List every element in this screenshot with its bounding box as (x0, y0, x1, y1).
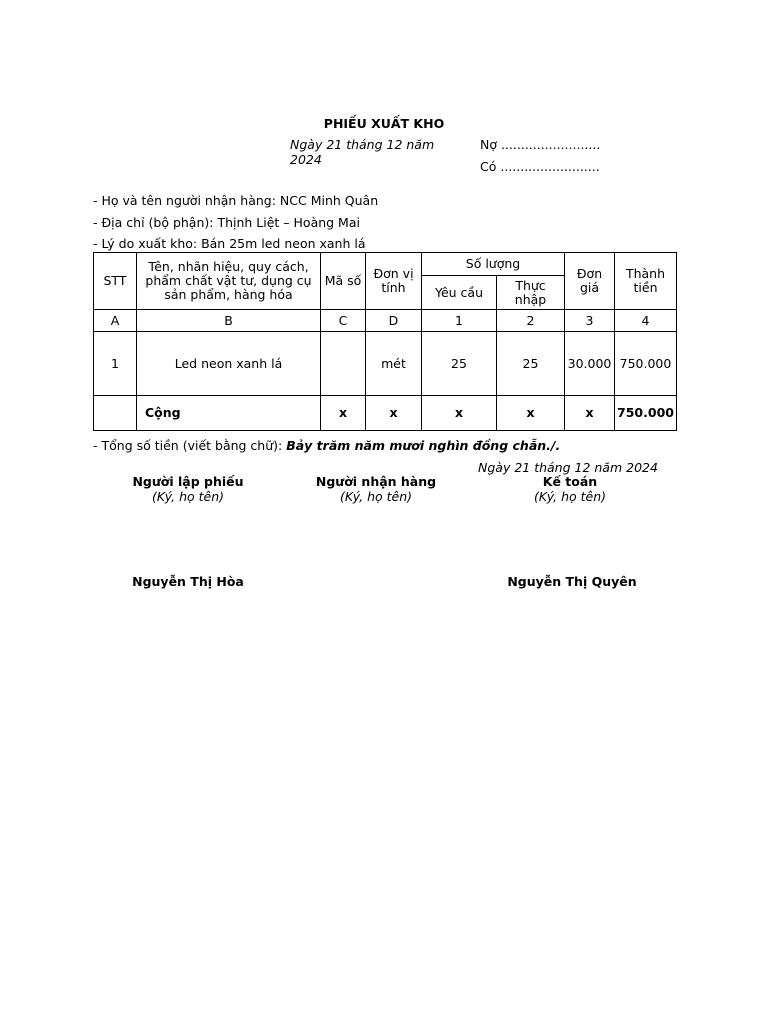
header-price: Đơn giá (565, 253, 615, 310)
signer-receiver-role: Người nhận hàng (315, 474, 437, 489)
header-actual: Thực nhập (497, 276, 565, 310)
row-actual: 25 (497, 332, 565, 396)
header-amount: Thành tiền (615, 253, 677, 310)
header-unit: Đơn vị tính (366, 253, 422, 310)
total-label: Cộng (137, 396, 321, 431)
header-requested: Yêu cầu (422, 276, 497, 310)
total-actual: x (497, 396, 565, 431)
index-cell: 2 (497, 310, 565, 332)
index-cell: B (137, 310, 321, 332)
document-date: Ngày 21 tháng 12 năm 2024 (290, 137, 435, 167)
row-requested: 25 (422, 332, 497, 396)
index-row (94, 310, 677, 332)
receiver-line: - Họ và tên người nhận hàng: NCC Minh Quân (93, 193, 379, 208)
header-stt: STT (94, 253, 137, 310)
total-code: x (321, 396, 366, 431)
goods-table (93, 252, 677, 431)
header-name: Tên, nhãn hiệu, quy cách, phẩm chất vật tư, dụng cụ sản phẩm, hàng hóa (137, 253, 321, 310)
total-stt (94, 396, 137, 431)
signer-accountant-name: Nguyễn Thị Quyên (507, 574, 637, 589)
reason-line: - Lý do xuất kho: Bán 25m led neon xanh lá (93, 236, 366, 251)
debit-account: Nợ ......................... (480, 137, 601, 152)
signer-accountant-role: Kế toán (542, 474, 598, 489)
total-row (94, 396, 677, 431)
header-row-1 (94, 253, 677, 276)
signer-creator-note: (Ký, họ tên) (151, 489, 225, 504)
page-title: PHIẾU XUẤT KHO (323, 116, 445, 131)
address-line: - Địa chỉ (bộ phận): Thịnh Liệt – Hoàng Mai (93, 215, 360, 230)
amount-in-words-value: Bảy trăm năm mươi nghìn đồng chẵn./. (286, 438, 561, 453)
row-unit: mét (366, 332, 422, 396)
index-cell: 3 (565, 310, 615, 332)
total-amount: 750.000 (615, 396, 677, 431)
index-cell: 1 (422, 310, 497, 332)
credit-account: Có ......................... (480, 159, 600, 174)
header-code: Mã số (321, 253, 366, 310)
total-price: x (565, 396, 615, 431)
index-cell: A (94, 310, 137, 332)
sign-date: Ngày 21 tháng 12 năm 2024 (478, 460, 658, 475)
amount-in-words (93, 438, 560, 453)
header-quantity: Số lượng (422, 253, 565, 276)
total-requested: x (422, 396, 497, 431)
signer-receiver-note: (Ký, họ tên) (339, 489, 413, 504)
amount-in-words-label: - Tổng số tiền (viết bằng chữ): (93, 438, 283, 453)
index-cell: C (321, 310, 366, 332)
row-name: Led neon xanh lá (137, 332, 321, 396)
row-stt: 1 (94, 332, 137, 396)
signer-creator-role: Người lập phiếu (132, 474, 244, 489)
row-code (321, 332, 366, 396)
index-cell: D (366, 310, 422, 332)
row-price: 30.000 (565, 332, 615, 396)
table-row (94, 332, 677, 396)
signer-creator-name: Nguyễn Thị Hòa (132, 574, 244, 589)
index-cell: 4 (615, 310, 677, 332)
row-amount: 750.000 (615, 332, 677, 396)
signer-accountant-note: (Ký, họ tên) (533, 489, 607, 504)
total-unit: x (366, 396, 422, 431)
